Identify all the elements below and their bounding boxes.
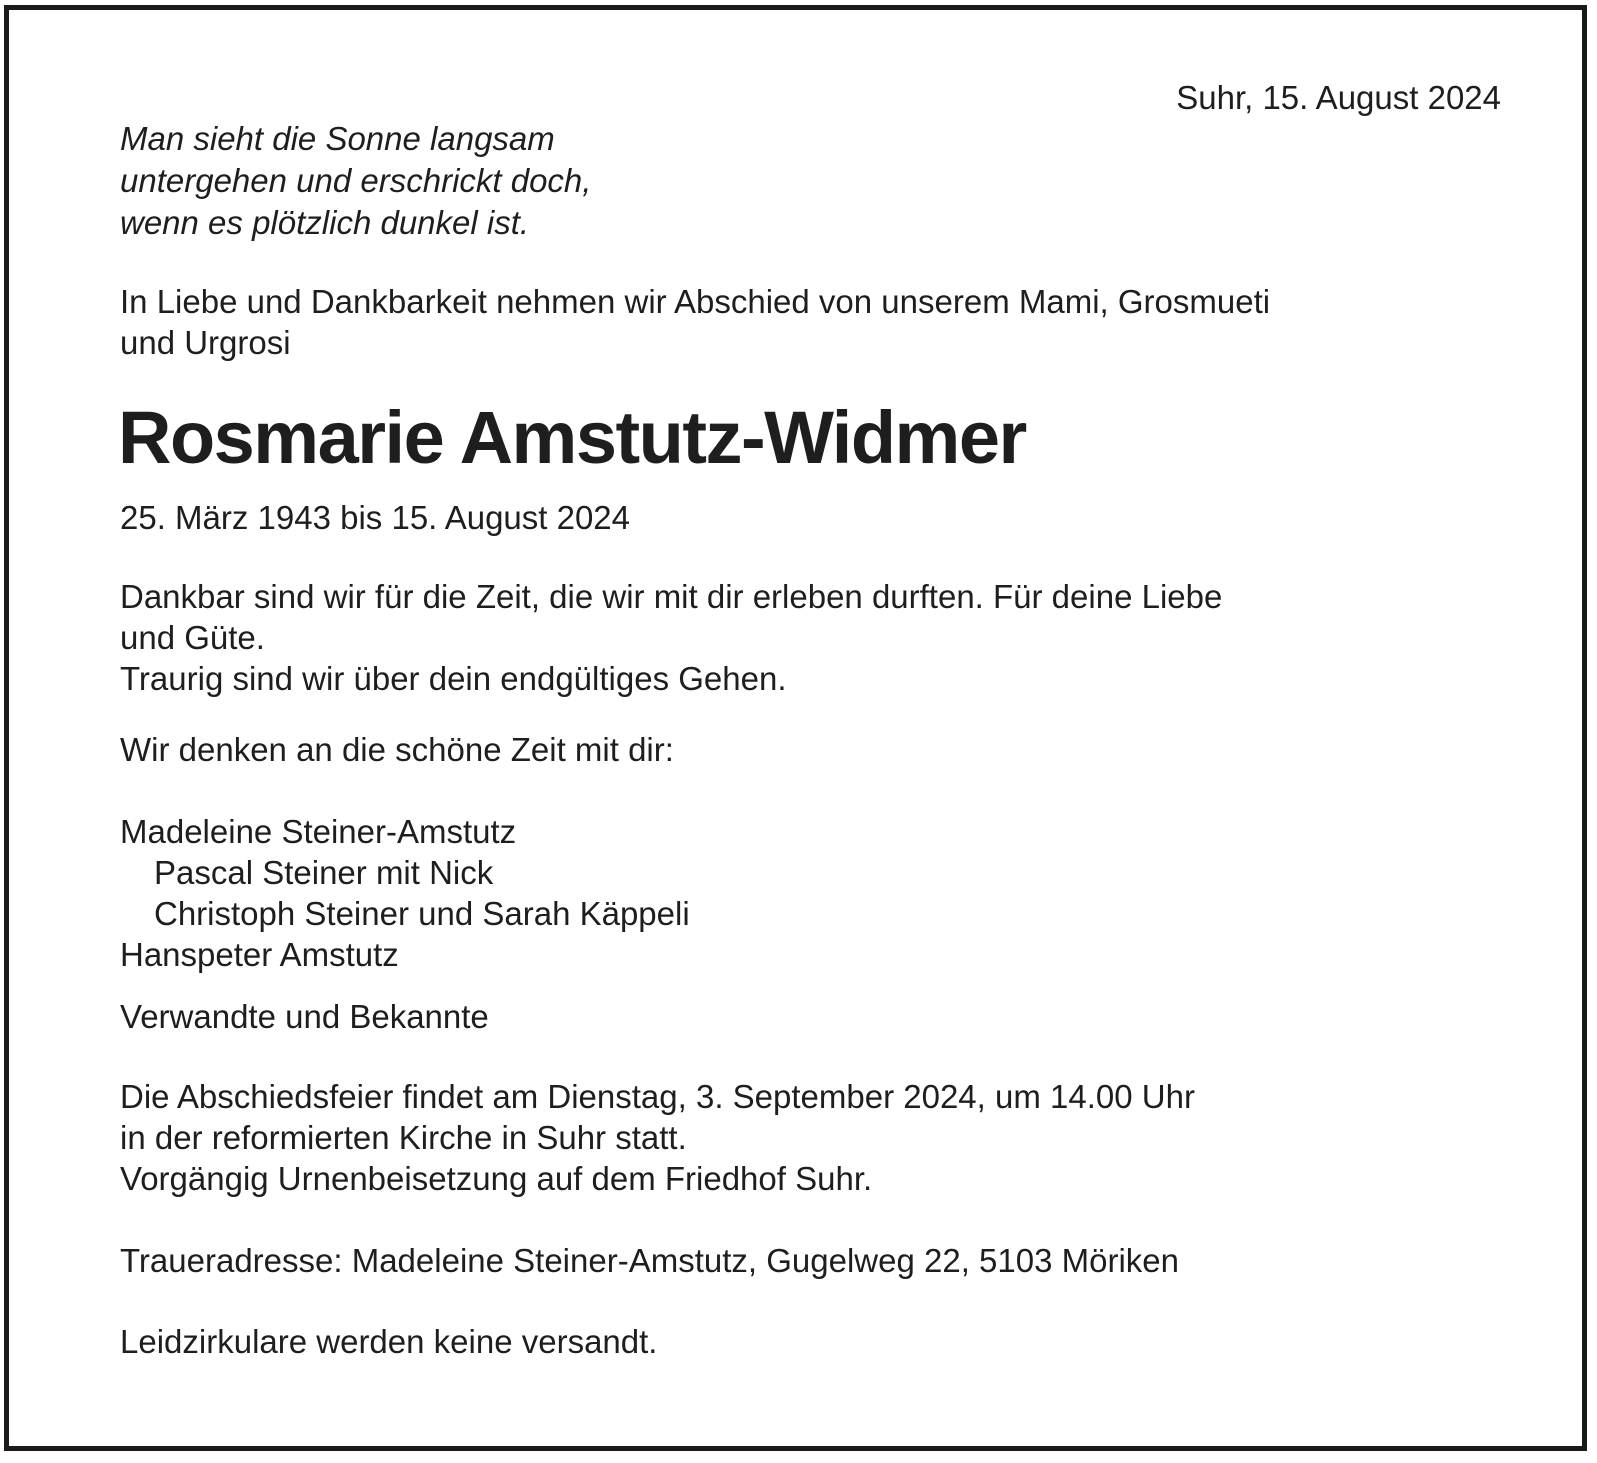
relatives-line: Verwandte und Bekannte — [120, 998, 489, 1035]
ceremony-line: Die Abschiedsfeier findet am Dienstag, 3. September 2024, um 14.00 Uhr — [120, 1078, 1195, 1115]
remember-text — [120, 729, 674, 770]
motto-quote — [120, 118, 591, 244]
gratitude-line: Traurig sind wir über dein endgültiges Gehen. — [120, 660, 787, 697]
farewell-intro — [120, 281, 1270, 363]
gratitude-text — [120, 576, 1222, 699]
ceremony-line: in der reformierten Kirche in Suhr statt. — [120, 1119, 687, 1156]
life-dates-text: 25. März 1943 bis 15. August 2024 — [120, 499, 631, 536]
deceased-name: Rosmarie Amstutz-Widmer — [118, 396, 1026, 479]
life-dates — [120, 497, 630, 538]
address-line: Traueradresse: Madeleine Steiner-Amstutz, Gugelweg 22, 5103 Möriken — [120, 1242, 1179, 1279]
gratitude-line: Dankbar sind wir für die Zeit, die wir mit dir erleben durften. Für deine Liebe — [120, 578, 1223, 615]
intro-line: und Urgrosi — [120, 324, 291, 361]
place-date: Suhr, 15. August 2024 — [1176, 79, 1501, 116]
gratitude-line: und Güte. — [120, 619, 265, 656]
mourning-address — [120, 1240, 1179, 1281]
motto-line: wenn es plötzlich dunkel ist. — [120, 204, 530, 241]
intro-line: In Liebe und Dankbarkeit nehmen wir Abschied von unserem Mami, Grosmueti — [120, 283, 1271, 320]
ceremony-line: Vorgängig Urnenbeisetzung auf dem Friedhof Suhr. — [120, 1160, 873, 1197]
circular-line: Leidzirkulare werden keine versandt. — [120, 1323, 658, 1360]
ceremony-info — [120, 1076, 1195, 1199]
motto-line: Man sieht die Sonne langsam — [120, 120, 555, 157]
circular-note — [120, 1321, 657, 1362]
family-member: Pascal Steiner mit Nick — [154, 854, 494, 891]
family-member: Christoph Steiner und Sarah Käppeli — [154, 895, 690, 932]
family-member: Madeleine Steiner-Amstutz — [120, 813, 517, 850]
family-list — [120, 811, 690, 975]
motto-line: untergehen und erschrickt doch, — [120, 162, 592, 199]
remember-line: Wir denken an die schöne Zeit mit dir: — [120, 731, 674, 768]
relatives-text — [120, 996, 489, 1037]
family-member: Hanspeter Amstutz — [120, 936, 399, 973]
